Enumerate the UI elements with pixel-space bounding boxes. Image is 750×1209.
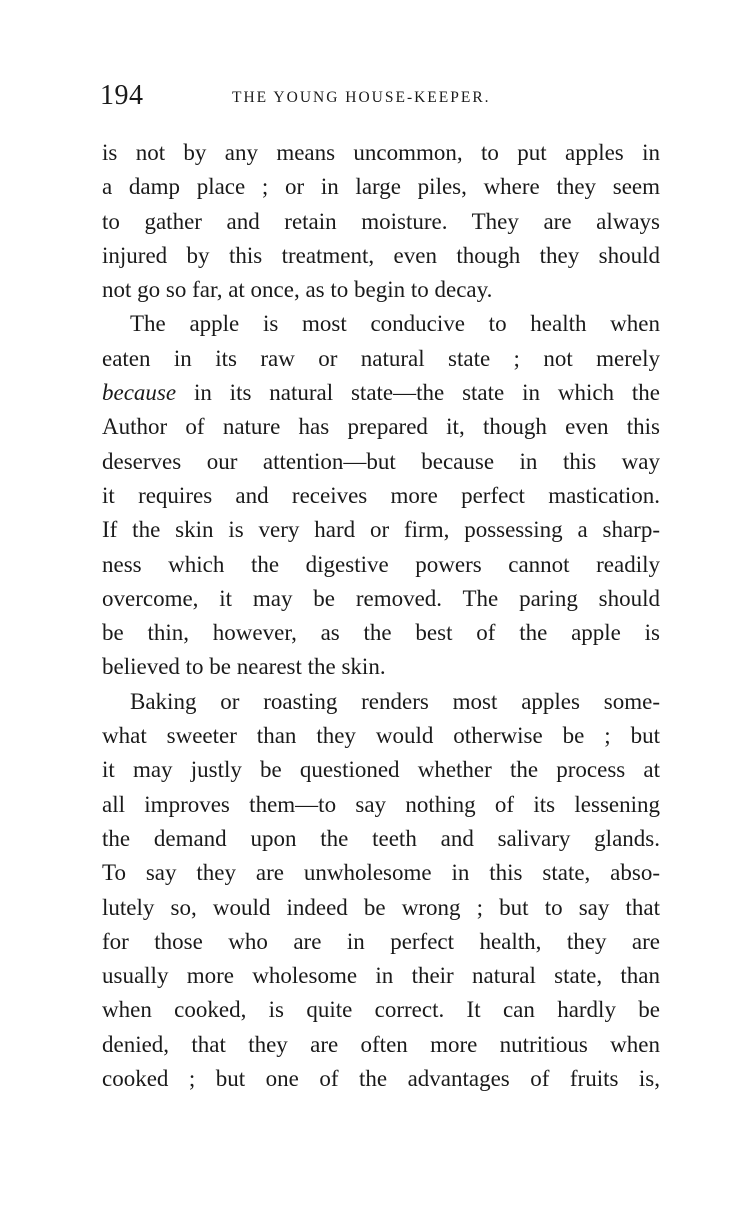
text-line: injured by this treatment, even though they should — [102, 242, 660, 268]
text-line: it requires and receives more perfect mastication. — [102, 482, 660, 508]
text-line: is not by any means uncommon, to put apples in — [102, 140, 660, 165]
text-line: for those who are in perfect health, they are — [102, 928, 660, 954]
text-line: what sweeter than they would otherwise be ; but — [102, 723, 660, 749]
page-number: 194 — [100, 80, 144, 111]
text-line: To say they are unwholesome in this state, abso- — [102, 860, 660, 886]
text-line: deserves our attention—but because in this way — [102, 448, 660, 474]
text-line: denied, that they are often more nutritious when — [102, 1031, 660, 1057]
text-line: to gather and retain moisture. They are always — [102, 208, 660, 234]
text-line: If the skin is very hard or firm, possessing a sharp- — [102, 517, 660, 543]
text-line: it may justly be questioned whether the process at — [102, 757, 660, 783]
text-line: when cooked, is quite correct. It can hardly be — [102, 997, 660, 1023]
text-line: cooked ; but one of the advantages of fruits is, — [102, 1066, 660, 1092]
text-line: usually more wholesome in their natural state, than — [102, 963, 660, 989]
text-line: eaten in its raw or natural state ; not merely — [102, 345, 660, 371]
italic-word: because — [102, 380, 177, 406]
running-head — [100, 80, 660, 116]
body-text — [102, 136, 660, 1096]
text-line-with-italic — [102, 376, 660, 410]
text-line: all improves them—to say nothing of its lessening — [102, 791, 660, 817]
text-line: The apple is most conducive to health when — [130, 311, 660, 337]
text-line: Baking or roasting renders most apples some- — [130, 688, 660, 714]
text-line: a damp place ; or in large piles, where they seem — [102, 174, 660, 200]
text-line: Author of nature has prepared it, though even this — [102, 414, 660, 440]
text-line-rest: in its natural state—the state in which the — [193, 380, 660, 406]
text-line: overcome, it may be removed. The paring should — [102, 585, 660, 611]
text-line: the demand upon the teeth and salivary glands. — [102, 825, 660, 851]
running-title: THE YOUNG HOUSE-KEEPER. — [232, 89, 491, 106]
text-line: not go so far, at once, as to begin to decay. — [102, 277, 493, 303]
text-line: lutely so, would indeed be wrong ; but to say that — [102, 894, 660, 920]
text-line: be thin, however, as the best of the apple is — [102, 620, 660, 646]
text-line: believed to be nearest the skin. — [102, 654, 386, 680]
text-line: ness which the digestive powers cannot readily — [102, 551, 660, 577]
